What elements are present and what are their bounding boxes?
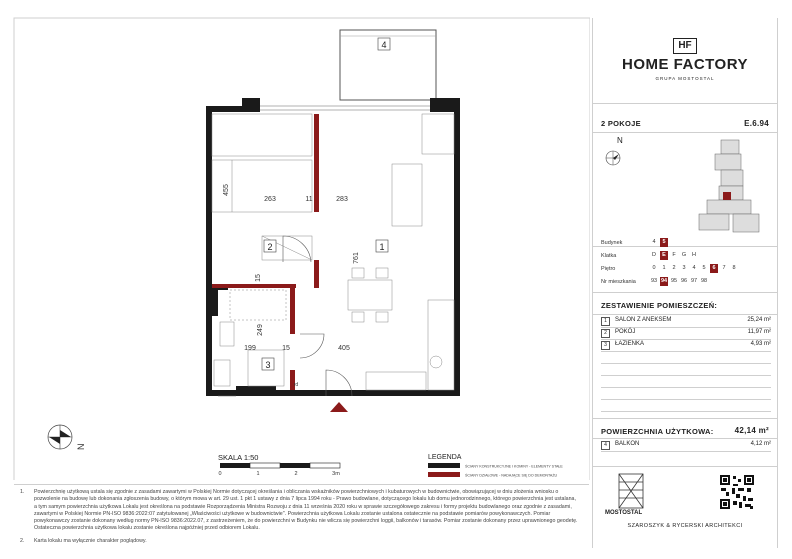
building-label: Budynek xyxy=(601,240,623,246)
note-number: 1. xyxy=(20,489,25,495)
apartment-no-cell: 97 xyxy=(690,278,698,284)
floor-cell: 3 xyxy=(682,265,686,271)
dimension-label: 283 xyxy=(336,196,348,203)
keyplan-building xyxy=(693,136,769,246)
apartment-no-cell: 98 xyxy=(700,278,708,284)
keyplan-n-label: N xyxy=(617,136,623,145)
panel-divider xyxy=(593,466,777,467)
note-1 xyxy=(20,489,579,533)
compass-n-label: N xyxy=(76,443,86,450)
qr-code-icon[interactable] xyxy=(719,474,755,510)
floor-cell: 2 xyxy=(672,265,676,271)
floor-cell: 5 xyxy=(702,265,706,271)
room-tag-2: 2 xyxy=(267,242,273,252)
legend-swatch-structural xyxy=(428,463,460,468)
panel-divider xyxy=(593,246,777,247)
balcony-row xyxy=(601,440,771,452)
stairwell-cell: D xyxy=(652,252,656,258)
floor-label: Piętro xyxy=(601,266,616,272)
room-area: 25,24 m² xyxy=(747,317,771,323)
dimension-label: 15 xyxy=(282,345,290,352)
dimension-label: 405 xyxy=(338,345,350,352)
floor-cell: 8 xyxy=(732,265,736,271)
empty-row xyxy=(601,388,771,400)
panel-divider xyxy=(593,103,777,104)
empty-row xyxy=(601,352,771,364)
dimension-label: 11 xyxy=(305,196,313,203)
rd-label: rd xyxy=(293,382,299,388)
scale-label: SKALA 1:50 xyxy=(218,453,259,462)
room-number: 4 xyxy=(601,441,610,450)
legend-swatch-partition xyxy=(428,472,460,477)
keyplan-compass-icon xyxy=(603,146,633,170)
stairwell-cell: F xyxy=(672,252,676,258)
dimension-label: 15 xyxy=(255,274,262,282)
architects-label: SZAROSZYK & RYCERSKI ARCHITEKCI xyxy=(627,523,743,529)
floor-cell: 4 xyxy=(692,265,696,271)
stairwell-cell: H xyxy=(692,252,696,258)
panel-divider xyxy=(593,418,777,419)
room-area: 4,93 m² xyxy=(750,341,771,347)
room-row xyxy=(601,316,771,328)
panel-divider xyxy=(593,132,777,133)
scale-tick: 3m xyxy=(332,471,340,477)
summary-title: ZESTAWIENIE POMIESZCZEŃ: xyxy=(601,301,718,310)
room-tag-1: 1 xyxy=(379,242,385,252)
brand-group: GRUPA MOSTOSTAL xyxy=(655,76,715,81)
room-row xyxy=(601,328,771,340)
room-area: 4,12 m² xyxy=(750,441,771,447)
note-text: Powierzchnię użytkową ustala się zgodnie z zasadami zawartymi w Polskiej Normie dotyczącej określania i obliczania wskaźników powierzchniowych i kubaturowych w budownictwie, obowiązującej w dniu złożenia wniosku o pozwolenie na budowę lub dokonania zgłoszenia budowy, o którym mowa w art. 29 ust. 1 pkt 1 ustawy z dnia 7 lipca 1994 roku - Prawo budowlane, dotyczącego lokalu lub domu jednorodzinnego, którego powierzchnia jest ustalana, a tym samym powierzchnia użytkowa Lokalu jest określona na podstawie Rozporządzenia Ministra Rozwoju z dnia 11 września 2020 roku w sprawie szczegółowego zakresu i formy projektu budowlanego oraz zgodnie z zasadami, zawartymi w Polskiej Normie PN-ISO 9836:2022:07 zatytułowanej „Właściwości użytkowe w budownictwie". Powierzchnia użytkowa Lokalu zostanie ustalona ostatecznie na podstawie pomiarów powykonawczych. Pomiar powykonawczy zostanie dokonany według normy PN-ISO 9836:2022.07, z zastrzeżeniem, że do powierzchni w Budynku nie wlicza się powierzchni loggii, balkonów i tarasów. Pomiar zostanie dokonany przez uprawnionego geodetę. Ostateczna powierzchnia użytkowa lokalu zostanie określona najpóźniej przed odbiorem Lokalu. xyxy=(34,489,578,532)
floor-cell: 1 xyxy=(662,265,666,271)
room-name: BALKON xyxy=(615,441,640,447)
entrance-arrow-icon xyxy=(330,402,348,412)
apartment-no-cell: 96 xyxy=(680,278,688,284)
room-number: 1 xyxy=(601,317,610,326)
floor-cell-selected: 6 xyxy=(710,264,718,273)
legend-item-partition: ŚCIANY DZIAŁOWE - NADAJĄCE SIĘ DO DEMONTAŻU xyxy=(465,473,558,478)
unit-code: E.6.94 xyxy=(744,119,769,128)
stairwell-cell: G xyxy=(681,252,687,258)
empty-row xyxy=(601,400,771,412)
apartment-no-label: Nr mieszkania xyxy=(601,279,636,285)
apartment-no-cell-selected: 94 xyxy=(660,278,668,284)
room-name: POKÓJ xyxy=(615,329,636,335)
room-name: SALON Z ANEKSEM xyxy=(615,317,672,323)
stairwell-cell-selected: E xyxy=(660,251,668,260)
room-tag-4: 4 xyxy=(381,40,387,50)
mostostal-logo-icon xyxy=(613,472,653,510)
apartment-no-cell: 93 xyxy=(650,278,658,284)
rooms-count-label: 2 POKOJE xyxy=(601,119,641,128)
room-area: 11,97 m² xyxy=(747,329,771,335)
plan-compass-icon xyxy=(48,425,72,449)
info-panel xyxy=(592,18,778,548)
building-cell: 4 xyxy=(652,239,656,245)
usable-area-value: 42,14 m² xyxy=(734,426,769,435)
scale-bar xyxy=(220,463,340,468)
note-2 xyxy=(20,538,579,545)
dimension-label: 455 xyxy=(223,184,230,196)
empty-row xyxy=(601,376,771,388)
note-text: Karta lokalu ma wyłącznie charakter poglądowy. xyxy=(34,538,147,544)
dimension-label: 263 xyxy=(264,196,276,203)
brand-name: HOME FACTORY xyxy=(621,56,748,73)
dimension-label: 761 xyxy=(353,252,360,264)
room-tag-3: 3 xyxy=(265,360,271,370)
panel-divider xyxy=(593,314,777,315)
panel-divider xyxy=(593,438,777,439)
scale-tick: 1 xyxy=(256,471,260,477)
legend-item-structural: ŚCIANY KONSTRUKCYJNE I KOMINY - ELEMENTY STAŁE xyxy=(465,464,563,469)
usable-area-label: POWIERZCHNIA UŻYTKOWA: xyxy=(601,427,714,436)
scale-tick: 2 xyxy=(294,471,298,477)
notes-section xyxy=(14,484,589,551)
empty-row xyxy=(601,364,771,376)
dimension-label: 249 xyxy=(257,324,264,336)
building-cell-selected: 5 xyxy=(660,238,668,247)
room-number: 3 xyxy=(601,341,610,350)
floor-cell: 7 xyxy=(722,265,726,271)
legend-title: LEGENDA xyxy=(428,454,462,461)
floor-cell: 0 xyxy=(652,265,656,271)
apartment-no-cell: 95 xyxy=(670,278,678,284)
room-name: ŁAZIENKA xyxy=(615,341,645,347)
sheet-frame xyxy=(14,18,590,480)
hf-logo-mark: HF xyxy=(673,38,697,54)
dimension-label: 199 xyxy=(244,345,256,352)
scale-tick: 0 xyxy=(218,471,222,477)
stairwell-label: Klatka xyxy=(601,253,617,259)
room-row xyxy=(601,340,771,352)
note-number: 2. xyxy=(20,538,25,544)
mostostal-logo-text: MOSTOSTAL xyxy=(605,510,643,516)
room-number: 2 xyxy=(601,329,610,338)
panel-divider xyxy=(593,292,777,293)
